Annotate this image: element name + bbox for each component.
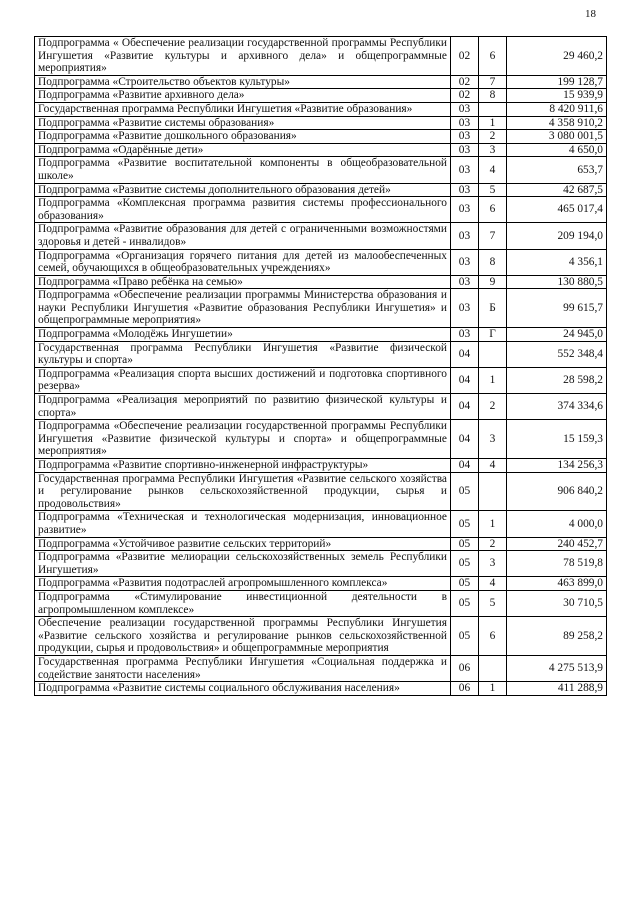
program-name-cell: Подпрограмма «Развитие системы образования» <box>35 116 451 130</box>
section-code-cell: 03 <box>451 223 479 249</box>
amount-cell: 411 288,9 <box>507 682 607 696</box>
program-name-cell: Обеспечение реализации государственной программы Республики Ингушетия «Развитие сельского хозяйства и регулирование рынков сельскохозяйственной продукции, сырья и продовольствия» и общепрограммные мероприятия <box>35 617 451 656</box>
subprogram-code-cell: 1 <box>479 511 507 537</box>
section-code-cell: 03 <box>451 197 479 223</box>
table-row <box>35 472 607 511</box>
section-code-cell: 03 <box>451 102 479 116</box>
amount-cell: 199 128,7 <box>507 75 607 89</box>
amount-cell: 4 000,0 <box>507 511 607 537</box>
page-number: 18 <box>585 8 596 20</box>
section-code-cell: 05 <box>451 590 479 616</box>
section-code-cell: 03 <box>451 130 479 144</box>
subprogram-code-cell: 6 <box>479 197 507 223</box>
table-row <box>35 37 607 76</box>
amount-cell: 906 840,2 <box>507 472 607 511</box>
program-name-cell: Подпрограмма «Развитие спортивно-инженерной инфраструктуры» <box>35 459 451 473</box>
table-row <box>35 459 607 473</box>
amount-cell: 99 615,7 <box>507 289 607 328</box>
amount-cell: 42 687,5 <box>507 183 607 197</box>
table-row <box>35 617 607 656</box>
table-row <box>35 143 607 157</box>
table-row <box>35 537 607 551</box>
amount-cell: 209 194,0 <box>507 223 607 249</box>
table-row <box>35 511 607 537</box>
amount-cell: 15 939,9 <box>507 89 607 103</box>
program-name-cell: Подпрограмма «Развитие воспитательной компоненты в общеобразовательной школе» <box>35 157 451 183</box>
subprogram-code-cell: 9 <box>479 275 507 289</box>
table-row <box>35 275 607 289</box>
subprogram-code-cell: 4 <box>479 157 507 183</box>
table-row <box>35 89 607 103</box>
amount-cell: 463 899,0 <box>507 577 607 591</box>
table-row <box>35 420 607 459</box>
amount-cell: 24 945,0 <box>507 328 607 342</box>
table-row <box>35 157 607 183</box>
table-row <box>35 249 607 275</box>
amount-cell: 4 358 910,2 <box>507 116 607 130</box>
amount-cell: 240 452,7 <box>507 537 607 551</box>
section-code-cell: 03 <box>451 157 479 183</box>
amount-cell: 4 650,0 <box>507 143 607 157</box>
section-code-cell: 03 <box>451 183 479 197</box>
table-row <box>35 197 607 223</box>
amount-cell: 8 420 911,6 <box>507 102 607 116</box>
amount-cell: 465 017,4 <box>507 197 607 223</box>
subprogram-code-cell <box>479 341 507 367</box>
table-row <box>35 289 607 328</box>
program-name-cell: Государственная программа Республики Ингушетия «Развитие образования» <box>35 102 451 116</box>
subprogram-code-cell: 5 <box>479 183 507 197</box>
section-code-cell: 05 <box>451 511 479 537</box>
table-row <box>35 223 607 249</box>
subprogram-code-cell: 8 <box>479 89 507 103</box>
subprogram-code-cell: 6 <box>479 617 507 656</box>
subprogram-code-cell: Г <box>479 328 507 342</box>
table-row <box>35 367 607 393</box>
subprogram-code-cell: 4 <box>479 459 507 473</box>
amount-cell: 552 348,4 <box>507 341 607 367</box>
table-row <box>35 655 607 681</box>
program-name-cell: Государственная программа Республики Ингушетия «Развитие физической культуры и спорта» <box>35 341 451 367</box>
table-row <box>35 577 607 591</box>
program-name-cell: Подпрограмма «Развитие образования для детей с ограниченными возможностями здоровья и детей - инвалидов» <box>35 223 451 249</box>
subprogram-code-cell: 8 <box>479 249 507 275</box>
section-code-cell: 06 <box>451 655 479 681</box>
program-name-cell: Подпрограмма «Развитие мелиорации сельскохозяйственных земель Республики Ингушетия» <box>35 551 451 577</box>
program-name-cell: Подпрограмма «Развитие системы социального обслуживания населения» <box>35 682 451 696</box>
table-row <box>35 116 607 130</box>
section-code-cell: 03 <box>451 249 479 275</box>
table-row <box>35 590 607 616</box>
amount-cell: 653,7 <box>507 157 607 183</box>
program-name-cell: Государственная программа Республики Ингушетия «Социальная поддержка и содействие занятости населения» <box>35 655 451 681</box>
program-name-cell: Подпрограмма «Развитие системы дополнительного образования детей» <box>35 183 451 197</box>
section-code-cell: 03 <box>451 275 479 289</box>
section-code-cell: 04 <box>451 341 479 367</box>
subprogram-code-cell: 3 <box>479 143 507 157</box>
amount-cell: 29 460,2 <box>507 37 607 76</box>
amount-cell: 134 256,3 <box>507 459 607 473</box>
subprogram-code-cell: 1 <box>479 367 507 393</box>
amount-cell: 4 356,1 <box>507 249 607 275</box>
amount-cell: 15 159,3 <box>507 420 607 459</box>
section-code-cell: 04 <box>451 420 479 459</box>
program-name-cell: Подпрограмма «Комплексная программа развития системы профессионального образования» <box>35 197 451 223</box>
section-code-cell: 03 <box>451 289 479 328</box>
section-code-cell: 05 <box>451 537 479 551</box>
program-name-cell: Подпрограмма «Строительство объектов культуры» <box>35 75 451 89</box>
section-code-cell: 05 <box>451 551 479 577</box>
subprogram-code-cell: 4 <box>479 577 507 591</box>
table-row <box>35 682 607 696</box>
table-row <box>35 183 607 197</box>
subprogram-code-cell: 1 <box>479 116 507 130</box>
section-code-cell: 04 <box>451 459 479 473</box>
amount-cell: 4 275 513,9 <box>507 655 607 681</box>
table-row <box>35 328 607 342</box>
subprogram-code-cell: Б <box>479 289 507 328</box>
program-name-cell: Подпрограмма «Право ребёнка на семью» <box>35 275 451 289</box>
amount-cell: 78 519,8 <box>507 551 607 577</box>
program-name-cell: Подпрограмма «Развитие дошкольного образования» <box>35 130 451 144</box>
amount-cell: 30 710,5 <box>507 590 607 616</box>
section-code-cell: 04 <box>451 394 479 420</box>
program-name-cell: Подпрограмма «Молодёжь Ингушетии» <box>35 328 451 342</box>
subprogram-code-cell: 2 <box>479 394 507 420</box>
program-name-cell: Подпрограмма «Реализация мероприятий по развитию физической культуры и спорта» <box>35 394 451 420</box>
subprogram-code-cell: 2 <box>479 130 507 144</box>
program-name-cell: Подпрограмма «Техническая и технологическая модернизация, инновационное развитие» <box>35 511 451 537</box>
section-code-cell: 03 <box>451 328 479 342</box>
subprogram-code-cell: 2 <box>479 537 507 551</box>
subprogram-code-cell <box>479 655 507 681</box>
table-row <box>35 341 607 367</box>
program-name-cell: Подпрограмма «Реализация спорта высших достижений и подготовка спортивного резерва» <box>35 367 451 393</box>
amount-cell: 374 334,6 <box>507 394 607 420</box>
amount-cell: 3 080 001,5 <box>507 130 607 144</box>
program-name-cell: Подпрограмма « Обеспечение реализации государственной программы Республики Ингушетия «Развитие культуры и архивного дела» и общепрограммные мероприятия» <box>35 37 451 76</box>
table-row <box>35 75 607 89</box>
subprogram-code-cell: 6 <box>479 37 507 76</box>
subprogram-code-cell <box>479 472 507 511</box>
amount-cell: 130 880,5 <box>507 275 607 289</box>
subprogram-code-cell <box>479 102 507 116</box>
subprogram-code-cell: 7 <box>479 223 507 249</box>
section-code-cell: 03 <box>451 116 479 130</box>
section-code-cell: 06 <box>451 682 479 696</box>
section-code-cell: 02 <box>451 75 479 89</box>
table-row <box>35 102 607 116</box>
program-name-cell: Подпрограмма «Организация горячего питания для детей из малообеспеченных семей, обучающихся в общеобразовательных учреждениях» <box>35 249 451 275</box>
program-name-cell: Подпрограмма «Стимулирование инвестиционной деятельности в агропромышленном комплексе» <box>35 590 451 616</box>
program-name-cell: Подпрограмма «Обеспечение реализации программы Министерства образования и науки Республики Ингушетия «Развитие образования Республики Ингушетия» и общепрограммные мероприятия» <box>35 289 451 328</box>
program-name-cell: Подпрограмма «Устойчивое развитие сельских территорий» <box>35 537 451 551</box>
subprogram-code-cell: 7 <box>479 75 507 89</box>
section-code-cell: 02 <box>451 89 479 103</box>
table-row <box>35 130 607 144</box>
section-code-cell: 05 <box>451 472 479 511</box>
amount-cell: 89 258,2 <box>507 617 607 656</box>
amount-cell: 28 598,2 <box>507 367 607 393</box>
table-row <box>35 394 607 420</box>
subprogram-code-cell: 3 <box>479 420 507 459</box>
budget-table <box>34 36 607 696</box>
program-name-cell: Подпрограмма «Одарённые дети» <box>35 143 451 157</box>
budget-table-body <box>35 37 607 696</box>
section-code-cell: 02 <box>451 37 479 76</box>
subprogram-code-cell: 5 <box>479 590 507 616</box>
table-row <box>35 551 607 577</box>
section-code-cell: 05 <box>451 577 479 591</box>
program-name-cell: Государственная программа Республики Ингушетия «Развитие сельского хозяйства и регулирование рынков сельскохозяйственной продукции, сырья и продовольствия» <box>35 472 451 511</box>
section-code-cell: 04 <box>451 367 479 393</box>
program-name-cell: Подпрограмма «Развитие архивного дела» <box>35 89 451 103</box>
subprogram-code-cell: 1 <box>479 682 507 696</box>
section-code-cell: 03 <box>451 143 479 157</box>
program-name-cell: Подпрограмма «Обеспечение реализации государственной программы Республики Ингушетия «Развитие физической культуры и спорта» и общепрограммные мероприятия» <box>35 420 451 459</box>
section-code-cell: 05 <box>451 617 479 656</box>
subprogram-code-cell: 3 <box>479 551 507 577</box>
program-name-cell: Подпрограмма «Развития подотраслей агропромышленного комплекса» <box>35 577 451 591</box>
